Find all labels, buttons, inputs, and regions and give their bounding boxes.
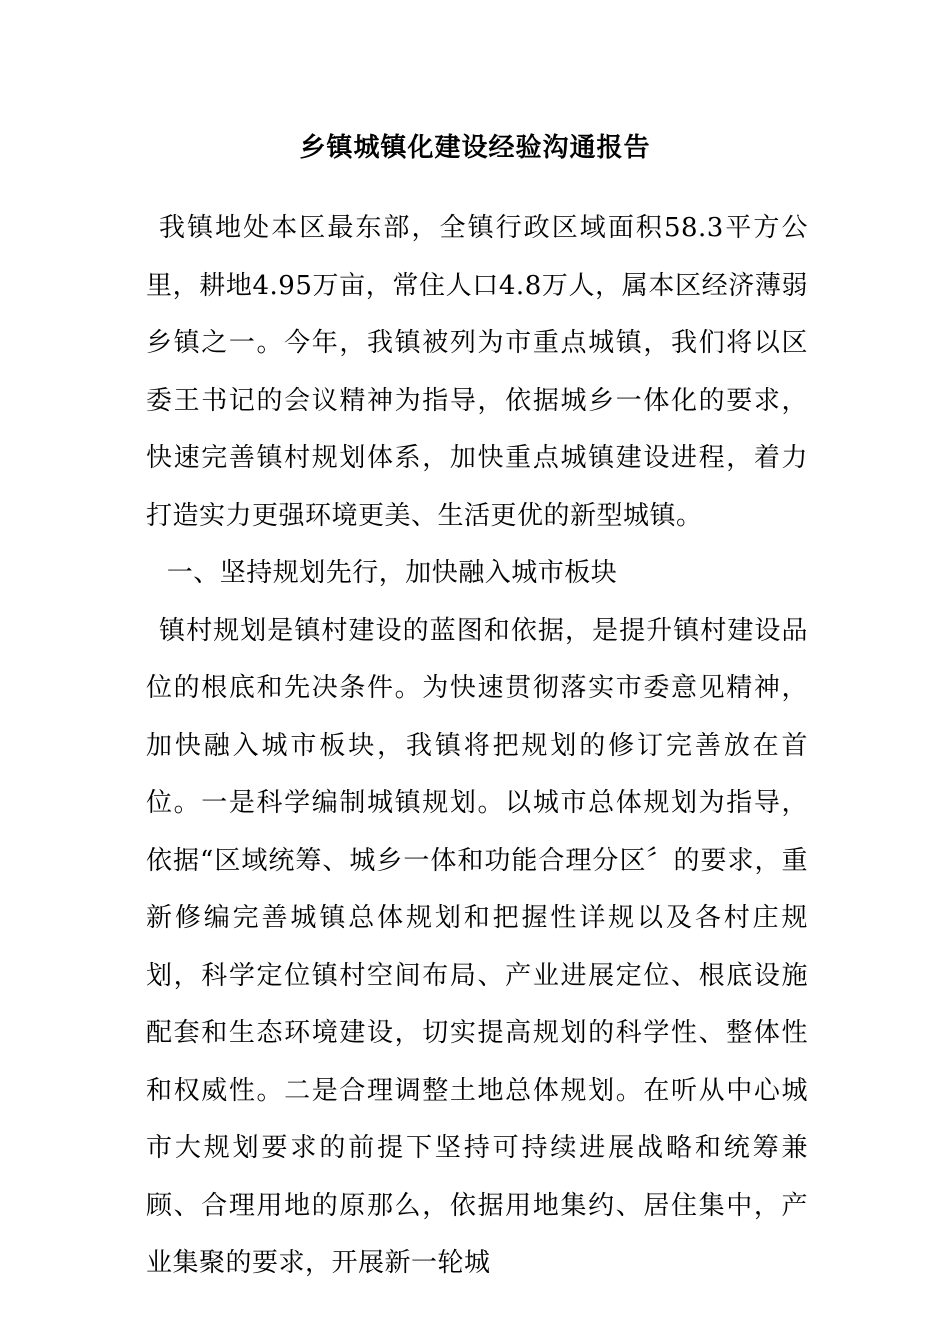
document-body [146, 200, 808, 1293]
section-heading-1: 一、坚持规划先行，加快融入城市板块 [166, 558, 618, 588]
paragraph-intro: 我镇地处本区最东部，全镇行政区域面积58.3平方公里，耕地4.95万亩，常住人口4.8万人，属本区经济薄弱乡镇之一。今年，我镇被列为市重点城镇，我们将以区委王书记的会议精神为指导，依据城乡一体化的要求，快速完善镇村规划体系，加快重点城镇建设进程，着力打造实力更强环境更美、生活更优的新型城镇。 [146, 213, 808, 531]
paragraph-section-1: 镇村规划是镇村建设的蓝图和依据，是提升镇村建设品位的根底和先决条件。为快速贯彻落实市委意见精神，加快融入城市板块，我镇将把规划的修订完善放在首位。一是科学编制城镇规划。以城市总体规划为指导，依据“区域统筹、城乡一体和功能合理分区〞的要求，重新修编完善城镇总体规划和把握性详规以及各村庄规划，科学定位镇村空间布局、产业进展定位、根底设施配套和生态环境建设，切实提高规划的科学性、整体性和权威性。二是合理调整土地总体规划。在听从中心城市大规划要求的前提下坚持可持续进展战略和统筹兼顾、合理用地的原那么，依据用地集约、居住集中，产业集聚的要求，开展新一轮城 [146, 615, 808, 1278]
document-title: 乡镇城镇化建设经验沟通报告 [299, 133, 651, 163]
